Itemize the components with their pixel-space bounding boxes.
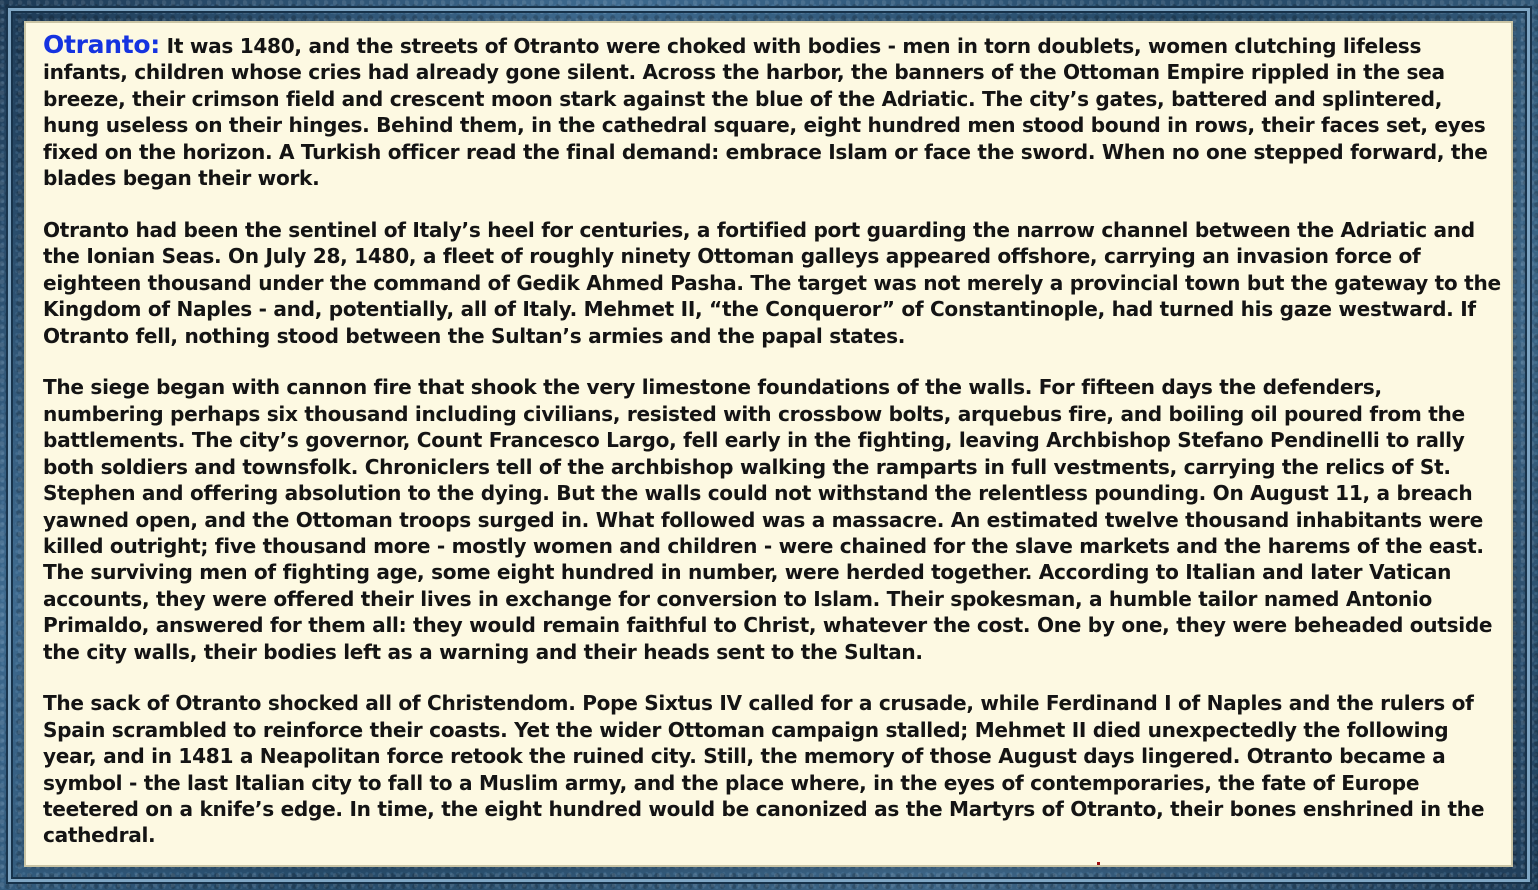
paragraph-3: The siege began with cannon fire that shook the very limestone foundations of the walls. For fifteen days the defenders, numbering perhaps six thousand including civilians, resisted with crossbow bolts, arquebus fire, and boiling oil poured from the battlements. The city’s governor, Count Francesco Largo, fell early in the fighting, leaving Archbishop Stefano Pendinelli to rally both soldiers and townsfolk. Chroniclers tell of the archbishop walking the ramparts in full vestments, carrying the relics of St. Stephen and offering absolution to the dying. But the walls could not withstand the relentless pounding. On August 11, a breach yawned open, and the Ottoman troops surged in. What followed was a massacre. An estimated twelve thousand inhabitants were killed outright; five thousand more - mostly women and children - were chained for the slave markets and the harems of the east. The surviving men of fighting age, some eight hundred in number, were herded together. According to Italian and later Vatican accounts, they were offered their lives in exchange for conversion to Islam. Their spokesman, a humble tailor named Antonio Primaldo, answered for them all: they would remain faithful to Christ, whatever the cost. One by one, they were beheaded outside the city walls, their bodies left as a warning and their heads sent to the Sultan. <box>43 375 1493 664</box>
decorative-mark <box>1097 862 1100 865</box>
paragraph-4: The sack of Otranto shocked all of Christendom. Pope Sixtus IV called for a crusade, while Ferdinand I of Naples and the rulers of Spain scrambled to reinforce their coasts. Yet the wider Ottoman campaign stalled; Mehmet II died unexpectedly the following year, and in 1481 a Neapolitan force retook the ruined city. Still, the memory of those August days lingered. Otranto became a symbol - the last Italian city to fall to a Muslim army, and the place where, in the eyes of contemporaries, the fate of Europe teetered on a knife’s edge. In time, the eight hundred would be canonized as the Martyrs of Otranto, their bones enshrined in the cathedral. <box>43 691 1485 848</box>
text-panel <box>26 23 1511 865</box>
paragraph-1 <box>43 32 1501 191</box>
paragraph-2: Otranto had been the sentinel of Italy’s heel for centuries, a fortified port guarding the narrow channel between the Adriatic and the Ionian Seas. On July 28, 1480, a fleet of roughly ninety Ottoman galleys appeared offshore, carrying an invasion force of eighteen thousand under the command of Gedik Ahmed Pasha. The target was not merely a provincial town but the gateway to the Kingdom of Naples - and, potentially, all of Italy. Mehmet II, “the Conqueror” of Constantinople, had turned his gaze westward. If Otranto fell, nothing stood between the Sultan’s armies and the papal states. <box>43 217 1501 348</box>
paragraph-1-text: It was 1480, and the streets of Otranto were choked with bodies - men in torn doublets, women clutching lifeless infants, children whose cries had already gone silent. Across the harbor, the banners of the Ottoman Empire rippled in the sea breeze, their crimson field and crescent moon stark against the blue of the Adriatic. The city’s gates, battered and splintered, hung useless on their hinges. Behind them, in the cathedral square, eight hundred men stood bound in rows, their faces set, eyes fixed on the horizon. A Turkish officer read the final demand: embrace Islam or face the sword. When no one stepped forward, the blades began their work. <box>43 34 1488 191</box>
document-title: Otranto: <box>43 30 160 59</box>
